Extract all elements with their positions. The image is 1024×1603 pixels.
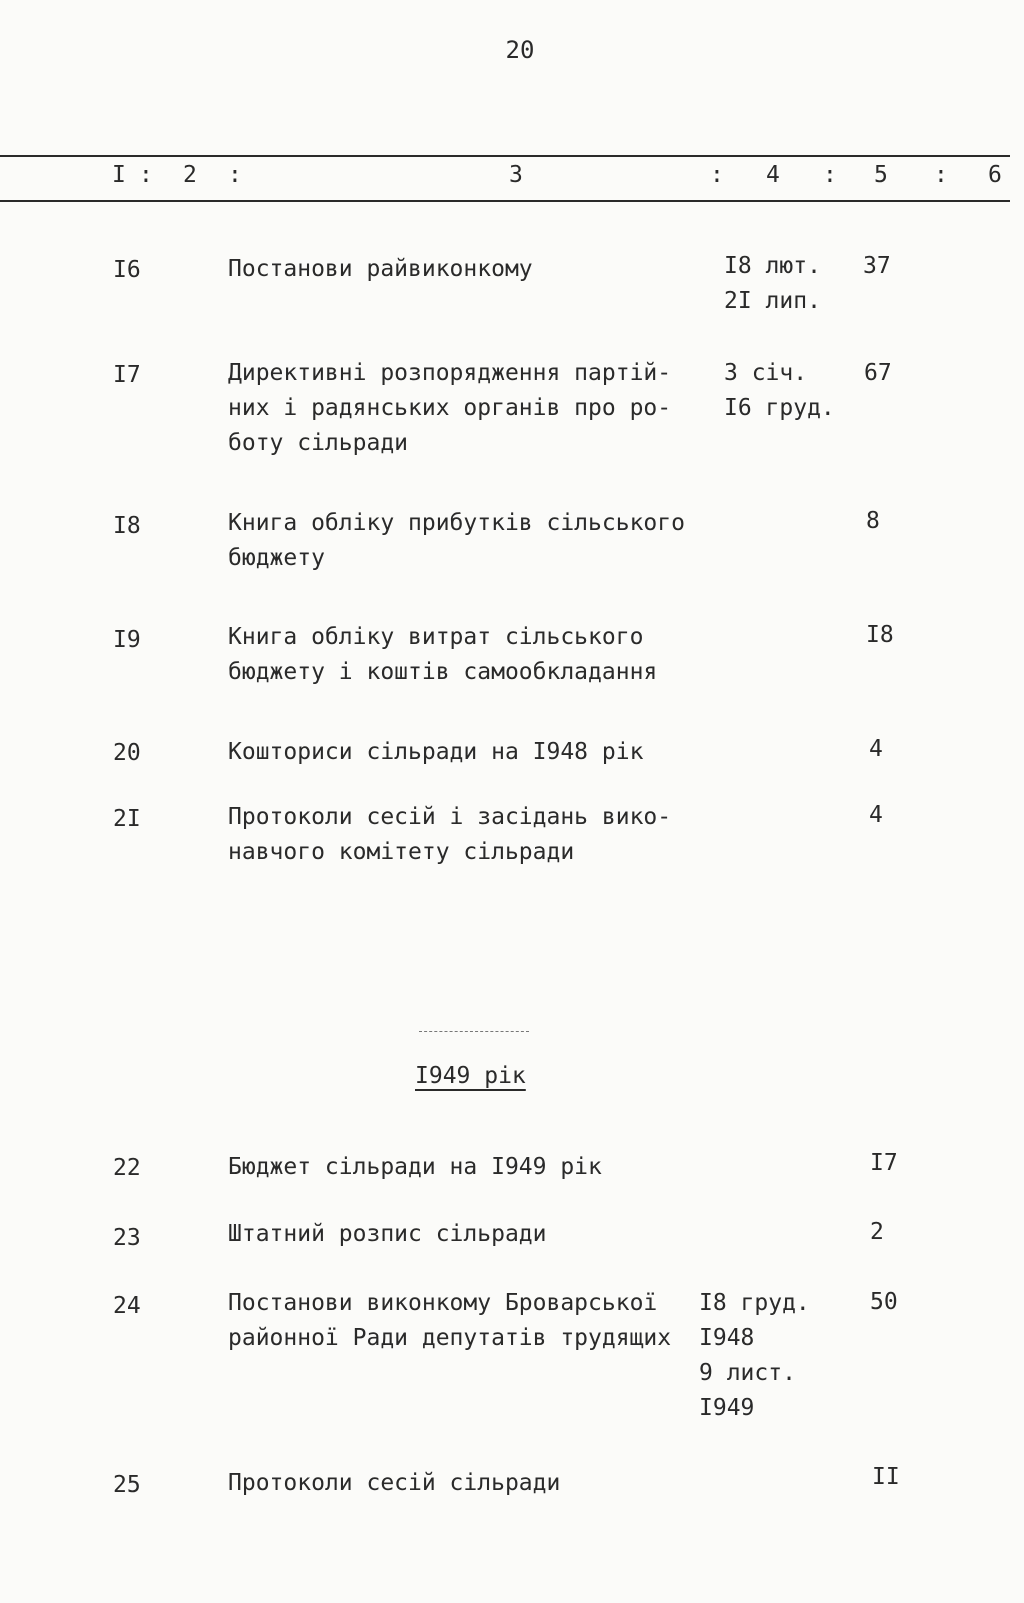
row-title: Директивні розпорядження партій- них і радянських органів про ро- боту сільради (228, 360, 672, 456)
row-number: 2I (113, 806, 141, 832)
column-separator: : (823, 162, 837, 188)
row-title: Книга обліку прибутків сільського бюджету (228, 510, 685, 571)
column-header-1: I (112, 162, 126, 188)
column-header-6: 6 (988, 162, 1002, 188)
row-sheet-count: II (872, 1464, 900, 1490)
row-title: Протоколи сесій і засідань вико- навчого комітету сільради (228, 804, 672, 865)
row-sheet-count: I8 (866, 622, 894, 648)
row-sheet-count: 4 (869, 802, 883, 828)
row-number: I9 (113, 627, 141, 653)
row-sheet-count: 37 (863, 253, 891, 279)
page-number: 20 (505, 36, 535, 64)
column-header-2: 2 (183, 162, 197, 188)
column-separator: : (710, 162, 724, 188)
column-separator: : (228, 162, 242, 188)
row-dates: I8 груд. I948 9 лист. I949 (699, 1290, 810, 1421)
row-number: 23 (113, 1225, 141, 1251)
table-header-bottom-rule (0, 200, 1010, 202)
row-dates: 3 січ. I6 груд. (724, 360, 835, 421)
row-number: I8 (113, 513, 141, 539)
row-number: 20 (113, 740, 141, 766)
row-title: Бюджет сільради на I949 рік (228, 1154, 602, 1180)
row-sheet-count: 4 (869, 736, 883, 762)
row-number: 24 (113, 1293, 141, 1319)
row-title: Штатний розпис сільради (228, 1221, 547, 1247)
column-separator: : (139, 162, 153, 188)
table-header-top-rule (0, 155, 1010, 157)
row-sheet-count: I7 (870, 1150, 898, 1176)
column-header-5: 5 (874, 162, 888, 188)
row-sheet-count: 50 (870, 1289, 898, 1315)
row-number: I7 (113, 362, 141, 388)
row-sheet-count: 67 (864, 360, 892, 386)
row-sheet-count: 8 (866, 508, 880, 534)
column-header-4: 4 (766, 162, 780, 188)
year-heading: I949 рік (415, 1063, 526, 1089)
row-title: Постанови райвиконкому (228, 256, 533, 282)
row-title: Кошториси сільради на I948 рік (228, 739, 644, 765)
row-number: I6 (113, 257, 141, 283)
column-separator: : (934, 162, 948, 188)
column-header-3: 3 (509, 162, 523, 188)
row-title: Постанови виконкому Броварської районної Ради депутатів трудящих (228, 1290, 672, 1351)
section-divider (419, 1031, 529, 1032)
row-sheet-count: 2 (870, 1219, 884, 1245)
row-dates: I8 лют. 2I лип. (724, 253, 821, 314)
row-number: 22 (113, 1155, 141, 1181)
row-number: 25 (113, 1472, 141, 1498)
row-title: Книга обліку витрат сільського бюджету і коштів самообкладання (228, 624, 658, 685)
row-title: Протоколи сесій сільради (228, 1470, 561, 1496)
